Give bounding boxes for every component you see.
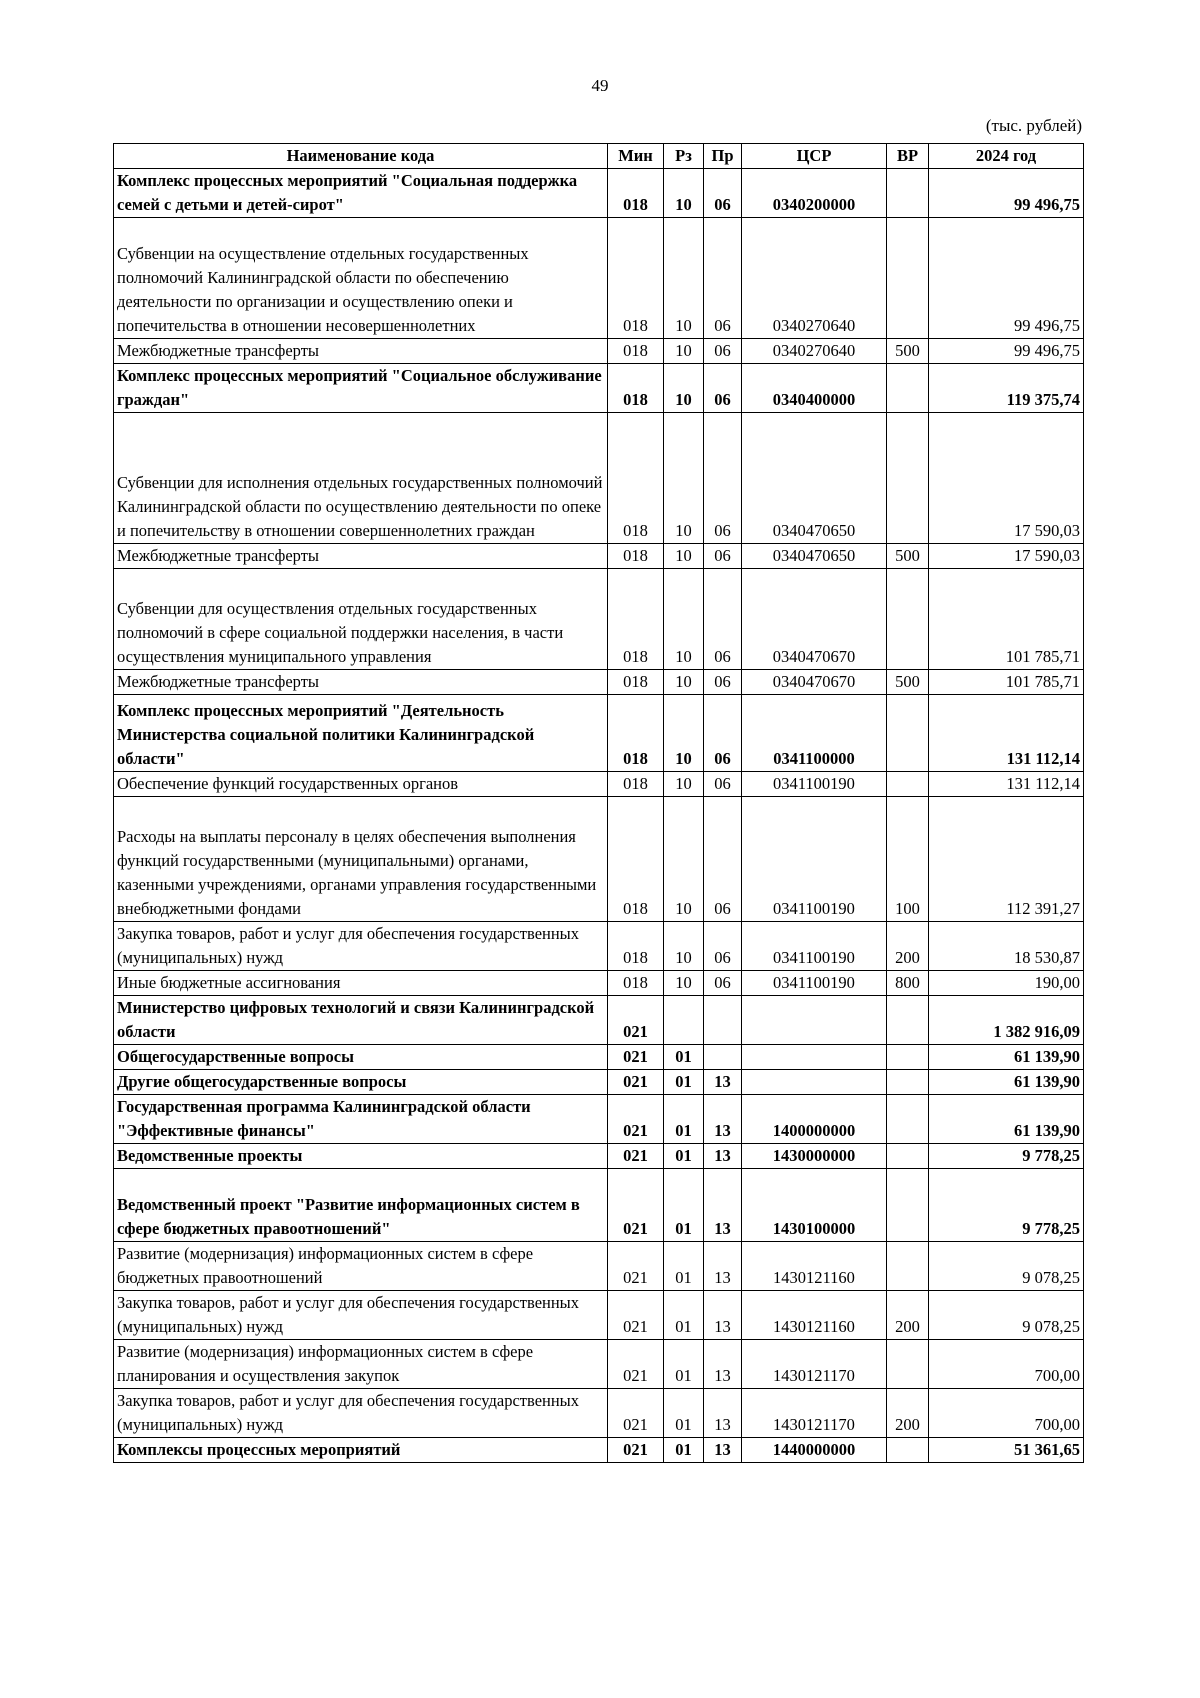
row-vr bbox=[887, 772, 929, 797]
row-sum: 17 590,03 bbox=[929, 544, 1084, 569]
row-csr: 0341100190 bbox=[742, 797, 887, 922]
header-vr: ВР bbox=[887, 144, 929, 169]
row-vr: 100 bbox=[887, 797, 929, 922]
row-name: Обеспечение функций государственных органов bbox=[114, 772, 608, 797]
row-min: 018 bbox=[608, 670, 664, 695]
row-vr: 500 bbox=[887, 544, 929, 569]
row-name: Субвенции для осуществления отдельных государственных полномочий в сфере социальной поддержки населения, в части осуществления муниципального управления bbox=[114, 569, 608, 670]
row-vr bbox=[887, 569, 929, 670]
row-csr: 0340400000 bbox=[742, 364, 887, 413]
row-rz: 01 bbox=[664, 1242, 704, 1291]
row-vr bbox=[887, 1340, 929, 1389]
header-min: Мин bbox=[608, 144, 664, 169]
row-sum: 99 496,75 bbox=[929, 169, 1084, 218]
row-min: 018 bbox=[608, 544, 664, 569]
row-rz: 01 bbox=[664, 1291, 704, 1340]
table-row bbox=[114, 797, 1084, 922]
row-sum: 9 078,25 bbox=[929, 1242, 1084, 1291]
row-sum: 17 590,03 bbox=[929, 413, 1084, 544]
row-csr: 1430121170 bbox=[742, 1340, 887, 1389]
row-rz: 10 bbox=[664, 670, 704, 695]
row-csr: 0340470670 bbox=[742, 670, 887, 695]
table-row bbox=[114, 695, 1084, 772]
table-body bbox=[114, 169, 1084, 1463]
row-sum: 9 778,25 bbox=[929, 1169, 1084, 1242]
row-sum: 119 375,74 bbox=[929, 364, 1084, 413]
row-pr: 06 bbox=[704, 169, 742, 218]
row-vr: 800 bbox=[887, 971, 929, 996]
row-csr: 1430121170 bbox=[742, 1389, 887, 1438]
row-min: 021 bbox=[608, 1045, 664, 1070]
table-row bbox=[114, 996, 1084, 1045]
row-name: Комплекс процессных мероприятий "Социальная поддержка семей с детьми и детей-сирот" bbox=[114, 169, 608, 218]
row-min: 021 bbox=[608, 1095, 664, 1144]
row-min: 018 bbox=[608, 695, 664, 772]
row-pr: 13 bbox=[704, 1340, 742, 1389]
row-pr: 13 bbox=[704, 1242, 742, 1291]
row-vr bbox=[887, 169, 929, 218]
row-name: Межбюджетные трансферты bbox=[114, 544, 608, 569]
table-row bbox=[114, 364, 1084, 413]
header-pr: Пр bbox=[704, 144, 742, 169]
row-vr bbox=[887, 364, 929, 413]
row-rz: 01 bbox=[664, 1070, 704, 1095]
row-vr bbox=[887, 695, 929, 772]
row-vr: 200 bbox=[887, 1291, 929, 1340]
row-min: 018 bbox=[608, 569, 664, 670]
row-min: 021 bbox=[608, 1144, 664, 1169]
row-min: 018 bbox=[608, 922, 664, 971]
row-sum: 101 785,71 bbox=[929, 670, 1084, 695]
row-name: Иные бюджетные ассигнования bbox=[114, 971, 608, 996]
row-pr: 06 bbox=[704, 569, 742, 670]
table-row bbox=[114, 413, 1084, 544]
row-name: Комплекс процессных мероприятий "Социальное обслуживание граждан" bbox=[114, 364, 608, 413]
row-pr: 06 bbox=[704, 797, 742, 922]
row-sum: 700,00 bbox=[929, 1389, 1084, 1438]
row-csr: 1430121160 bbox=[742, 1291, 887, 1340]
table-header-row bbox=[114, 144, 1084, 169]
row-csr: 1430000000 bbox=[742, 1144, 887, 1169]
row-pr: 13 bbox=[704, 1438, 742, 1463]
row-rz: 10 bbox=[664, 169, 704, 218]
table-row bbox=[114, 1389, 1084, 1438]
row-name: Государственная программа Калининградской области "Эффективные финансы" bbox=[114, 1095, 608, 1144]
row-vr: 500 bbox=[887, 339, 929, 364]
row-csr: 0340470650 bbox=[742, 413, 887, 544]
header-name: Наименование кода bbox=[114, 144, 608, 169]
row-pr: 06 bbox=[704, 772, 742, 797]
row-rz: 01 bbox=[664, 1045, 704, 1070]
row-csr: 0341100000 bbox=[742, 695, 887, 772]
row-min: 021 bbox=[608, 1242, 664, 1291]
table-row bbox=[114, 1144, 1084, 1169]
row-name: Другие общегосударственные вопросы bbox=[114, 1070, 608, 1095]
row-name: Ведомственный проект "Развитие информационных систем в сфере бюджетных правоотношений" bbox=[114, 1169, 608, 1242]
row-csr: 0340270640 bbox=[742, 218, 887, 339]
row-csr: 0341100190 bbox=[742, 772, 887, 797]
row-rz: 10 bbox=[664, 569, 704, 670]
row-vr bbox=[887, 1144, 929, 1169]
row-csr: 1430121160 bbox=[742, 1242, 887, 1291]
row-min: 018 bbox=[608, 169, 664, 218]
row-vr bbox=[887, 413, 929, 544]
row-pr: 13 bbox=[704, 1144, 742, 1169]
row-sum: 18 530,87 bbox=[929, 922, 1084, 971]
row-pr: 06 bbox=[704, 695, 742, 772]
row-pr: 13 bbox=[704, 1169, 742, 1242]
row-rz: 10 bbox=[664, 772, 704, 797]
row-name: Закупка товаров, работ и услуг для обеспечения государственных (муниципальных) нужд bbox=[114, 1291, 608, 1340]
units-label: (тыс. рублей) bbox=[985, 116, 1082, 135]
row-pr bbox=[704, 996, 742, 1045]
row-rz: 01 bbox=[664, 1095, 704, 1144]
row-sum: 190,00 bbox=[929, 971, 1084, 996]
row-min: 021 bbox=[608, 1169, 664, 1242]
row-csr: 0340200000 bbox=[742, 169, 887, 218]
row-name: Ведомственные проекты bbox=[114, 1144, 608, 1169]
row-rz: 01 bbox=[664, 1340, 704, 1389]
row-csr: 0341100190 bbox=[742, 971, 887, 996]
row-rz: 10 bbox=[664, 218, 704, 339]
row-vr bbox=[887, 1169, 929, 1242]
row-rz: 10 bbox=[664, 364, 704, 413]
row-csr bbox=[742, 1070, 887, 1095]
row-sum: 61 139,90 bbox=[929, 1070, 1084, 1095]
row-rz: 10 bbox=[664, 413, 704, 544]
row-pr: 13 bbox=[704, 1291, 742, 1340]
row-pr: 13 bbox=[704, 1095, 742, 1144]
row-rz: 01 bbox=[664, 1144, 704, 1169]
row-csr: 1440000000 bbox=[742, 1438, 887, 1463]
row-csr: 0340470650 bbox=[742, 544, 887, 569]
table-row bbox=[114, 1169, 1084, 1242]
table-row bbox=[114, 1070, 1084, 1095]
table-row bbox=[114, 218, 1084, 339]
row-name: Субвенции для исполнения отдельных государственных полномочий Калининградской области по осуществлению деятельности по опеке и попечительству в отношении совершеннолетних граждан bbox=[114, 413, 608, 544]
row-min: 021 bbox=[608, 1389, 664, 1438]
row-min: 021 bbox=[608, 1438, 664, 1463]
table-row bbox=[114, 169, 1084, 218]
row-sum: 51 361,65 bbox=[929, 1438, 1084, 1463]
row-min: 018 bbox=[608, 218, 664, 339]
row-sum: 101 785,71 bbox=[929, 569, 1084, 670]
row-name: Комплекс процессных мероприятий "Деятельность Министерства социальной политики Калининградской области" bbox=[114, 695, 608, 772]
row-min: 018 bbox=[608, 971, 664, 996]
row-name: Закупка товаров, работ и услуг для обеспечения государственных (муниципальных) нужд bbox=[114, 922, 608, 971]
row-pr: 06 bbox=[704, 971, 742, 996]
header-sum: 2024 год bbox=[929, 144, 1084, 169]
row-pr: 06 bbox=[704, 413, 742, 544]
table-row bbox=[114, 1045, 1084, 1070]
table-row bbox=[114, 1095, 1084, 1144]
table-row bbox=[114, 569, 1084, 670]
row-rz: 10 bbox=[664, 544, 704, 569]
row-rz: 10 bbox=[664, 797, 704, 922]
row-vr bbox=[887, 1242, 929, 1291]
row-csr: 0340470670 bbox=[742, 569, 887, 670]
row-name: Субвенции на осуществление отдельных государственных полномочий Калининградской области по обеспечению деятельности по организации и осуществлению опеки и попечительства в отношении несовершеннолетних bbox=[114, 218, 608, 339]
row-name: Министерство цифровых технологий и связи Калининградской области bbox=[114, 996, 608, 1045]
row-pr: 06 bbox=[704, 670, 742, 695]
row-rz: 10 bbox=[664, 922, 704, 971]
row-pr: 06 bbox=[704, 218, 742, 339]
table-row bbox=[114, 339, 1084, 364]
row-sum: 1 382 916,09 bbox=[929, 996, 1084, 1045]
row-rz: 10 bbox=[664, 695, 704, 772]
row-name: Комплексы процессных мероприятий bbox=[114, 1438, 608, 1463]
row-pr bbox=[704, 1045, 742, 1070]
row-name: Развитие (модернизация) информационных систем в сфере планирования и осуществления закупок bbox=[114, 1340, 608, 1389]
row-vr bbox=[887, 1070, 929, 1095]
row-name: Межбюджетные трансферты bbox=[114, 670, 608, 695]
table-row bbox=[114, 1438, 1084, 1463]
row-sum: 9 778,25 bbox=[929, 1144, 1084, 1169]
row-min: 021 bbox=[608, 996, 664, 1045]
row-pr: 06 bbox=[704, 364, 742, 413]
row-pr: 06 bbox=[704, 544, 742, 569]
row-name: Межбюджетные трансферты bbox=[114, 339, 608, 364]
budget-table bbox=[113, 143, 1084, 1463]
row-vr bbox=[887, 1095, 929, 1144]
row-sum: 700,00 bbox=[929, 1340, 1084, 1389]
row-csr: 1430100000 bbox=[742, 1169, 887, 1242]
row-pr: 13 bbox=[704, 1070, 742, 1095]
row-rz: 01 bbox=[664, 1438, 704, 1463]
row-min: 018 bbox=[608, 339, 664, 364]
row-min: 018 bbox=[608, 364, 664, 413]
row-sum: 61 139,90 bbox=[929, 1095, 1084, 1144]
row-rz: 01 bbox=[664, 1389, 704, 1438]
row-csr: 0340270640 bbox=[742, 339, 887, 364]
row-vr bbox=[887, 996, 929, 1045]
row-vr: 500 bbox=[887, 670, 929, 695]
row-sum: 61 139,90 bbox=[929, 1045, 1084, 1070]
row-min: 018 bbox=[608, 772, 664, 797]
row-rz: 01 bbox=[664, 1169, 704, 1242]
row-vr bbox=[887, 1045, 929, 1070]
row-csr: 0341100190 bbox=[742, 922, 887, 971]
row-name: Расходы на выплаты персоналу в целях обеспечения выполнения функций государственными (муниципальными) органами, казенными учреждениями, органами управления государственными внебюджетными фондами bbox=[114, 797, 608, 922]
row-min: 018 bbox=[608, 413, 664, 544]
header-csr: ЦСР bbox=[742, 144, 887, 169]
table-row bbox=[114, 544, 1084, 569]
row-rz: 10 bbox=[664, 971, 704, 996]
row-name: Развитие (модернизация) информационных систем в сфере бюджетных правоотношений bbox=[114, 1242, 608, 1291]
table-row bbox=[114, 772, 1084, 797]
page-number: 49 bbox=[591, 76, 609, 95]
row-csr bbox=[742, 996, 887, 1045]
row-sum: 131 112,14 bbox=[929, 772, 1084, 797]
row-sum: 99 496,75 bbox=[929, 339, 1084, 364]
table-row bbox=[114, 1291, 1084, 1340]
table-row bbox=[114, 922, 1084, 971]
row-vr: 200 bbox=[887, 922, 929, 971]
row-min: 021 bbox=[608, 1291, 664, 1340]
row-sum: 99 496,75 bbox=[929, 218, 1084, 339]
row-pr: 06 bbox=[704, 339, 742, 364]
row-vr: 200 bbox=[887, 1389, 929, 1438]
table-row bbox=[114, 1340, 1084, 1389]
row-pr: 06 bbox=[704, 922, 742, 971]
row-name: Общегосударственные вопросы bbox=[114, 1045, 608, 1070]
row-sum: 9 078,25 bbox=[929, 1291, 1084, 1340]
table-row bbox=[114, 1242, 1084, 1291]
row-min: 021 bbox=[608, 1070, 664, 1095]
row-vr bbox=[887, 218, 929, 339]
row-csr bbox=[742, 1045, 887, 1070]
header-rz: Рз bbox=[664, 144, 704, 169]
row-sum: 112 391,27 bbox=[929, 797, 1084, 922]
row-min: 021 bbox=[608, 1340, 664, 1389]
row-rz: 10 bbox=[664, 339, 704, 364]
row-vr bbox=[887, 1438, 929, 1463]
row-rz bbox=[664, 996, 704, 1045]
row-csr: 1400000000 bbox=[742, 1095, 887, 1144]
row-name: Закупка товаров, работ и услуг для обеспечения государственных (муниципальных) нужд bbox=[114, 1389, 608, 1438]
table-row bbox=[114, 971, 1084, 996]
row-min: 018 bbox=[608, 797, 664, 922]
row-pr: 13 bbox=[704, 1389, 742, 1438]
table-row bbox=[114, 670, 1084, 695]
row-sum: 131 112,14 bbox=[929, 695, 1084, 772]
